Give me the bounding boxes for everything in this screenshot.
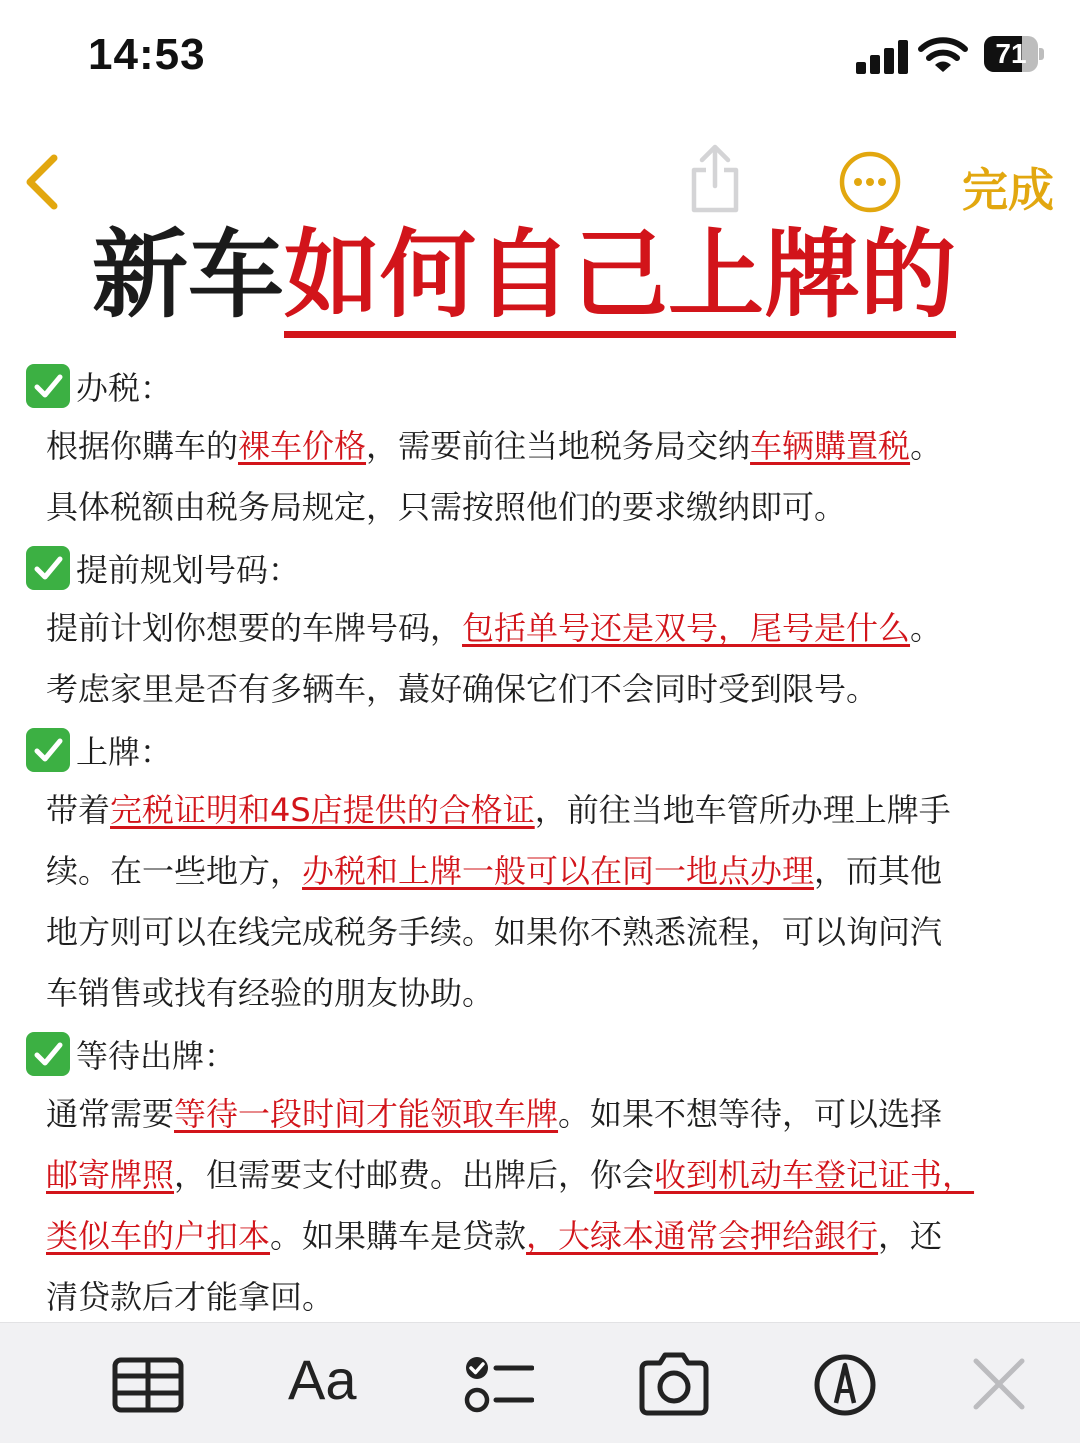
check-mark-icon [26, 1032, 70, 1076]
body-text-line [26, 780, 1066, 841]
section-heading-text: 等待出牌： [76, 1037, 237, 1075]
body-text: ，但需要支付邮费。出牌后，你会 [174, 1156, 655, 1194]
highlighted-text: 邮寄牌照 [46, 1156, 175, 1194]
body-text: 。 [910, 609, 943, 647]
body-text-line [26, 1267, 1066, 1328]
close-icon[interactable] [972, 1349, 1026, 1419]
more-options-icon[interactable] [838, 150, 902, 214]
body-text: 车销售或找有经验的朋友协助。 [46, 974, 495, 1012]
highlighted-text: 裸车价格 [238, 427, 367, 465]
body-text: 。如果不想等待，可以选择 [558, 1095, 943, 1133]
section-heading-text: 上牌： [76, 733, 173, 771]
body-text: ，而其他 [814, 852, 943, 890]
status-bar [0, 0, 1080, 110]
body-text: 带着 [46, 791, 111, 829]
body-text: 。如果購车是贷款 [270, 1217, 527, 1255]
body-text: 地方则可以在线完成税务手续。如果你不熟悉流程，可以询问汽 [46, 913, 943, 951]
back-chevron-icon[interactable] [20, 150, 64, 214]
body-text-line [26, 963, 1066, 1024]
section-heading-text: 提前规划号码： [76, 551, 301, 589]
body-text: ，还 [878, 1217, 943, 1255]
battery-icon [984, 36, 1044, 72]
cellular-signal-icon [856, 40, 908, 74]
status-time: 14:53 [88, 30, 206, 79]
done-button[interactable]: 完成 [962, 163, 1054, 217]
body-text-line [26, 1145, 1066, 1206]
highlighted-text: 完税证明和4S店提供的合格证 [110, 791, 535, 829]
body-text-line [26, 477, 1066, 538]
body-text: 提前计划你想要的车牌号码， [46, 609, 463, 647]
section-heading [26, 720, 1066, 780]
title-prefix: 新车 [92, 219, 284, 331]
section-heading-text: 办税： [76, 369, 173, 407]
body-text-line [26, 659, 1066, 720]
body-text: 通常需要 [46, 1095, 175, 1133]
title-highlight: 如何自己上牌的 [284, 219, 956, 338]
format-text-button[interactable]: Aa [288, 1348, 357, 1411]
body-text-line [26, 1206, 1066, 1267]
note-body[interactable] [26, 356, 1066, 1328]
share-icon[interactable] [686, 142, 744, 214]
highlighted-text: ，大绿本通常会押给銀行 [526, 1217, 879, 1255]
check-mark-icon [26, 728, 70, 772]
highlighted-text: 收到机动车登记证书， [654, 1156, 975, 1194]
highlighted-text: 类似车的户扣本 [46, 1217, 271, 1255]
note-title [92, 220, 992, 330]
check-mark-icon [26, 364, 70, 408]
bottom-toolbar [0, 1322, 1080, 1443]
check-mark-icon [26, 546, 70, 590]
body-text: ，前往当地车管所办理上牌手 [534, 791, 951, 829]
section-heading [26, 538, 1066, 598]
body-text: 。 [910, 427, 943, 465]
body-text: 清贷款后才能拿回。 [46, 1278, 335, 1316]
battery-percent: 71 [995, 38, 1027, 69]
section-heading [26, 1024, 1066, 1084]
body-text-line [26, 598, 1066, 659]
body-text-line [26, 416, 1066, 477]
checklist-icon[interactable] [462, 1349, 534, 1419]
wifi-icon [918, 36, 968, 74]
body-text: 具体税额由税务局规定，只需按照他们的要求缴纳即可。 [46, 488, 847, 526]
highlighted-text: 包括单号还是双号，尾号是什么 [462, 609, 911, 647]
camera-icon[interactable] [636, 1349, 712, 1419]
body-text: 续。在一些地方， [46, 852, 303, 890]
table-icon[interactable] [112, 1349, 184, 1419]
section-heading [26, 356, 1066, 416]
body-text-line [26, 902, 1066, 963]
highlighted-text: 办税和上牌一般可以在同一地点办理 [302, 852, 815, 890]
body-text-line [26, 841, 1066, 902]
highlighted-text: 车辆購置税 [750, 427, 911, 465]
body-text-line [26, 1084, 1066, 1145]
body-text: 根据你購车的 [46, 427, 239, 465]
body-text: ，需要前往当地税务局交纳 [366, 427, 751, 465]
highlighted-text: 等待一段时间才能领取车牌 [174, 1095, 559, 1133]
markup-pen-icon[interactable] [812, 1349, 878, 1419]
body-text: 考虑家里是否有多辆车，蕞好确保它们不会同时受到限号。 [46, 670, 879, 708]
